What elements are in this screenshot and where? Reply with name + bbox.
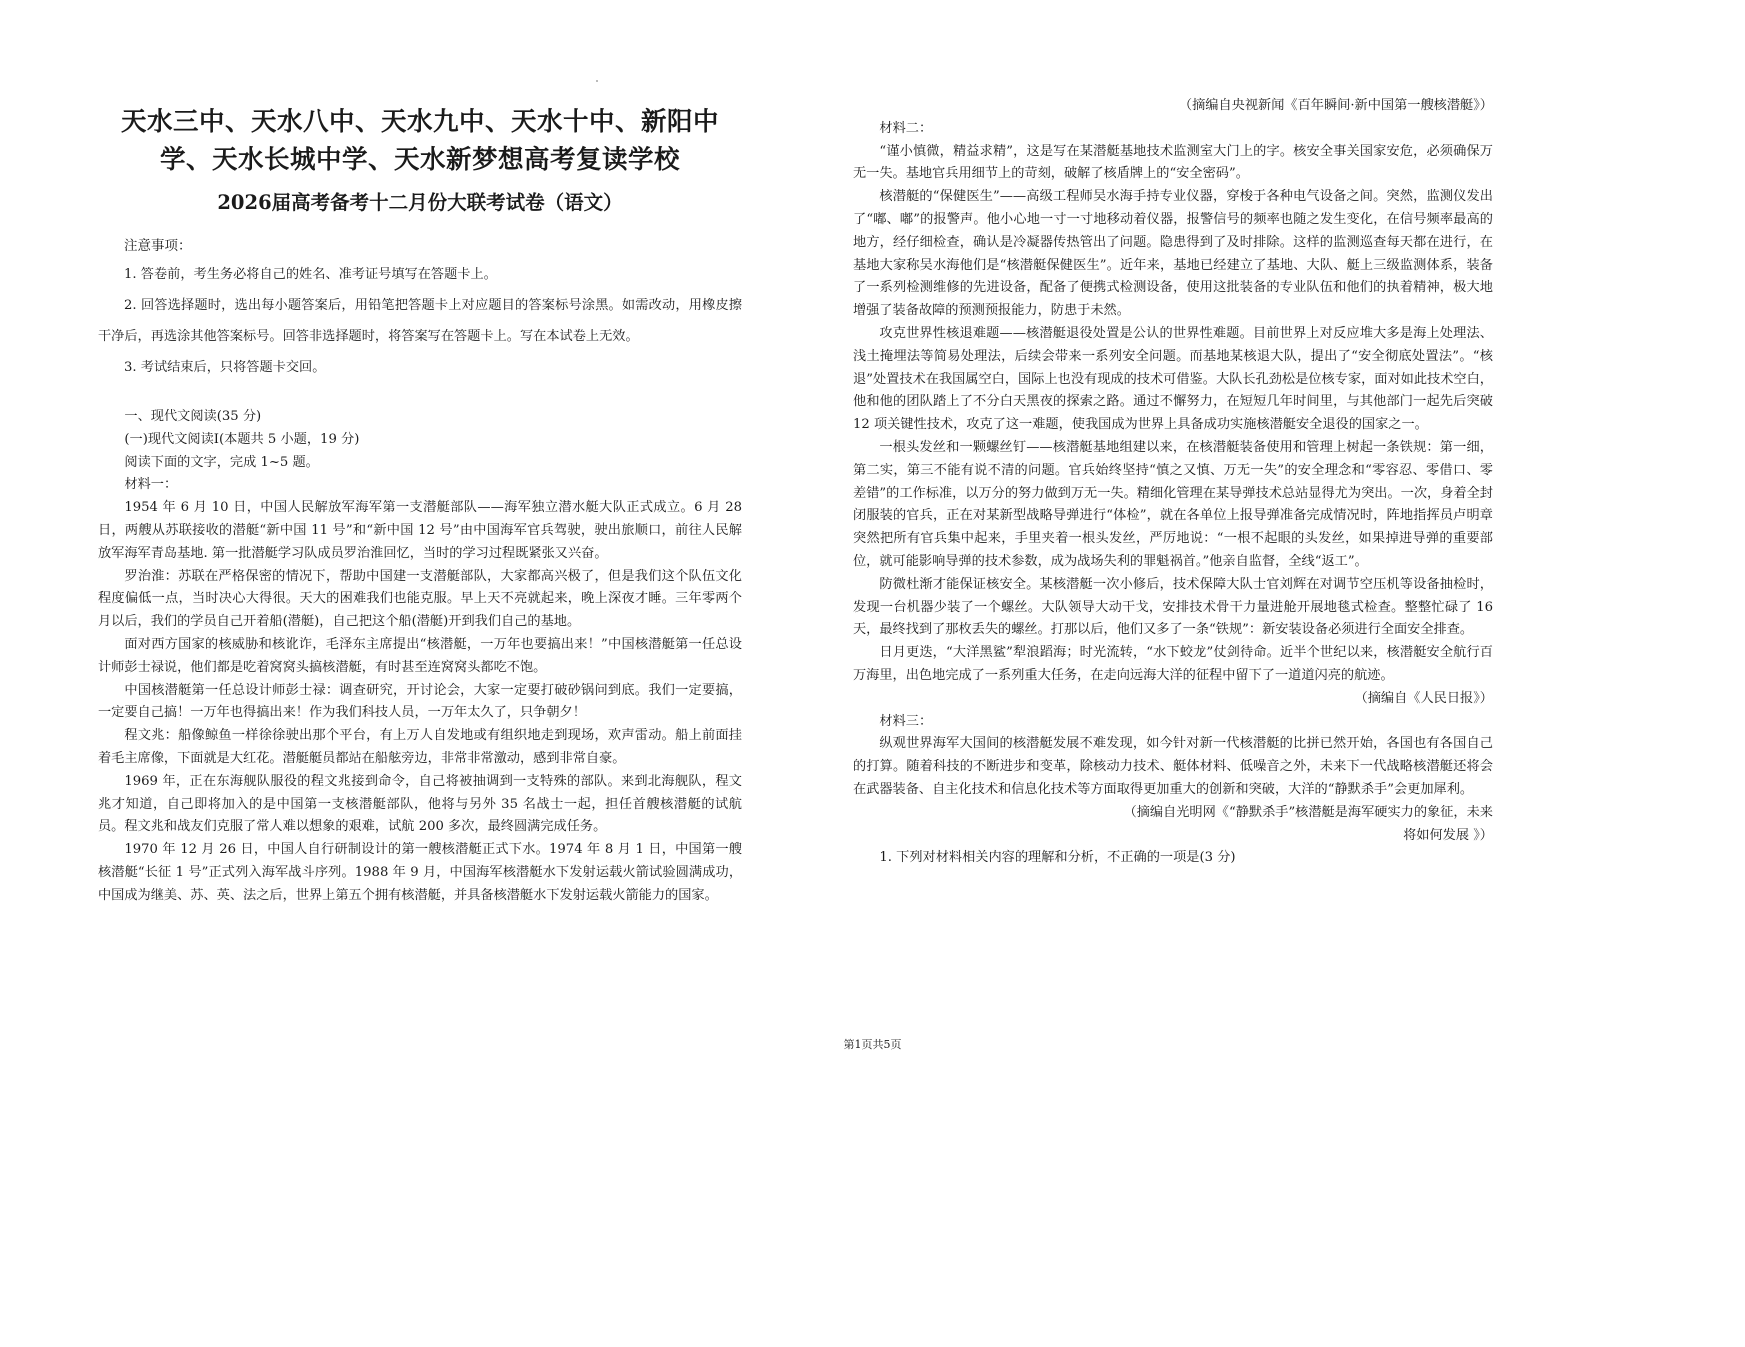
schools-title: 天水三中、天水八中、天水九中、天水十中、新阳中学、天水长城中学、天水新梦想高考复读学校 — [120, 107, 719, 175]
section-heading: 一、现代文阅读(35 分) — [124, 409, 262, 424]
material2-paragraph: 核潜艇的“保健医生”——高级工程师吴水海手持专业仪器，穿梭于各种电气设备之间。突然，监测仪发出了“嘟、嘟”的报警声。他小心地一寸一寸地移动着仪器，报警信号的频率也随之发生变化，在信号频率最高的地方，经仔细检查，确认是冷凝器传热管出了问题。隐患得到了及时排除。这样的监测巡查每天都在进行，在基地大家称吴水海他们是“核潜艇保健医生”。近年来，基地已经建立了基地、大队、艇上三级监测体系，装备了一系列检测维修的先进设备，配备了便携式检测设备，使用这批装备的专业队伍和他们的执着精神，极大地增强了装备故障的预测预报能力，防患于未然。 — [853, 189, 1493, 319]
material3-source-line: （摘编自光明网《“静默杀手”核潜艇是海军硬实力的象征，未来 — [1123, 804, 1493, 820]
material1-paragraph: 1969 年，正在东海舰队服役的程文兆接到命令，自己将被抽调到一支特殊的部队。来到北海舰队，程文兆才知道，自己即将加入的是中国第一支核潜艇部队，他将与另外 35 名战士一起，担任首艘核潜艇的试航员。程文兆和战友们克服了常人难以想象的艰难，试航 200 多次，最终圆满完成任务。 — [98, 773, 742, 835]
material3-paragraph: 纵观世界海军大国间的核潜艇发展不难发现，如今针对新一代核潜艇的比拼已然开始，各国也有各国自己的打算。随着科技的不断进步和变革，除核动力技术、艇体材料、低噪音之外，未来下一代战略核潜艇还将会在武器装备、自主化技术和信息化技术等方面取得更加重大的创新和突破，大洋的“静默杀手”会更加犀利。 — [853, 736, 1493, 797]
material3-source-line: 将如何发展 》） — [1403, 827, 1493, 843]
page-footer: 第1页共5页 — [843, 1038, 902, 1051]
left-column — [98, 406, 742, 908]
material1-paragraph: 程文兆：船像鲸鱼一样徐徐驶出那个平台，有上万人自发地或有组织地走到现场，欢声雷动。船上前面挂着毛主席像，下面就是大红花。潜艇艇员都站在船舷旁边，非常非常激动，感到非常自豪。 — [98, 728, 742, 766]
material1-paragraph: 1970 年 12 月 26 日，中国人自行研制设计的第一艘核潜艇正式下水。1974 年 8 月 1 日，中国第一艘核潜艇“长征 1 号”正式列入海军战斗序列。1988 年 9 月，中国海军核潜艇水下发射运载火箭试验圆满成功，中国成为继美、苏、英、法之后，世界上第五个拥有核潜艇，并具备核潜艇水下发射运载火箭能力的国家。 — [98, 842, 742, 903]
note-item: 3. 考试结束后，只将答题卡交回。 — [124, 360, 326, 375]
note-item: 2. 回答选择题时，选出每小题答案后，用铅笔把答题卡上对应题目的答案标号涂黑。如需改动，用橡皮擦干净后，再选涂其他答案标号。回答非选择题时，将答案写在答题卡上。写在本试卷上无效。 — [98, 298, 742, 344]
material1-label: 材料一： — [124, 477, 178, 493]
section-instruction: 阅读下面的文字，完成 1~5 题。 — [124, 454, 319, 470]
material1-paragraph: 中国核潜艇第一任总设计师彭士禄：调查研究，开讨论会，大家一定要打破砂锅问到底。我们一定要搞，一定要自己搞！一万年也得搞出来！作为我们科技人员，一万年太久了，只争朝夕！ — [98, 682, 742, 721]
question-1: 1. 下列对材料相关内容的理解和分析，不正确的一项是(3 分) — [879, 850, 1236, 866]
material2-paragraph: 防微杜渐才能保证核安全。某核潜艇一次小修后，技术保障大队士官刘辉在对调节空压机等设备抽检时，发现一台机器少装了一个螺丝。大队领导大动干戈，安排技术骨干力量进舱开展地毯式检查。整整忙碌了 16 天，最终找到了那枚丢失的螺丝。打那以后，他们又多了一条“铁规”：新安装设备必须进行全面安全排查。 — [853, 576, 1493, 638]
section-sub-heading: (一)现代文阅读Ⅰ(本题共 5 小题，19 分) — [124, 431, 360, 447]
material1-paragraph: 1954 年 6 月 10 日，中国人民解放军海军第一支潜艇部队——海军独立潜水艇大队正式成立。6 月 28 日，两艘从苏联接收的潜艇“新中国 11 号”和“新中国 12 号”由中国海军官兵驾驶，驶出旅顺口，前往人民解放军海军青岛基地. 第一批潜艇学习队成员罗治淮回忆，当时的学习过程既紧张又兴奋。 — [98, 500, 742, 561]
right-column — [853, 95, 1493, 870]
material1-paragraph: 面对西方国家的核威胁和核讹诈，毛泽东主席提出“核潜艇，一万年也要搞出来！”中国核潜艇第一任总设计师彭士禄说，他们都是吃着窝窝头搞核潜艇，有时甚至连窝窝头都吃不饱。 — [98, 636, 742, 675]
material3-label: 材料三： — [879, 713, 933, 729]
material2-paragraph: 日月更迭，“大洋黑鲨”犁浪蹈海；时光流转，“水下蛟龙”仗剑待命。近半个世纪以来，核潜艇安全航行百万海里，出色地完成了一系列重大任务，在走向远海大洋的征程中留下了一道道闪亮的航迹。 — [853, 645, 1493, 683]
material2-paragraph: 攻克世界性核退难题——核潜艇退役处置是公认的世界性难题。目前世界上对反应堆大多是海上处理法、浅土掩埋法等简易处理法，后续会带来一系列安全问题。而基地某核退大队，提出了“安全彻底处置法”。“核退”处置技术在我国属空白，国际上也没有现成的技术可借鉴。大队长孔劲松是位核专家，面对如此技术空白，他和他的团队踏上了不分白天黑夜的探索之路。通过不懈努力，在短短几年时间里，与其他部门一起先后突破 12 项关键性技术，攻克了这一难题，使我国成为世界上具备成功实施核潜艇安全退役的国家之一。 — [853, 325, 1493, 433]
scan-speck — [596, 80, 598, 82]
material1-paragraph: 罗治淮：苏联在严格保密的情况下，帮助中国建一支潜艇部队，大家都高兴极了，但是我们这个队伍文化程度偏低一点，当时决心大得很。天大的困难我们也能克服。早上天不亮就起来，晚上深夜才睡。三年零两个月以后，我们的学员自己开着船(潜艇)，自己把这个船(潜艇)开到我们自己的基地。 — [98, 568, 742, 630]
exam-title: 2026届高考备考十二月份大联考试卷（语文） — [217, 191, 623, 214]
material2-source: （摘编自《人民日报》） — [1354, 690, 1493, 706]
material2-paragraph: “谨小慎微，精益求精”，这是写在某潜艇基地技术监测室大门上的字。核安全事关国家安危，必须确保万无一失。基地官兵用细节上的苛刻，破解了核盾牌上的“安全密码”。 — [853, 143, 1493, 182]
material1-source: （摘编自央视新闻《百年瞬间·新中国第一艘核潜艇》） — [1178, 98, 1493, 113]
material2-label: 材料二： — [879, 120, 933, 136]
note-item: 1. 答卷前，考生务必将自己的姓名、准考证号填写在答题卡上。 — [124, 267, 497, 282]
material2-paragraph: 一根头发丝和一颗螺丝钉——核潜艇基地组建以来，在核潜艇装备使用和管理上树起一条铁规：第一细，第二实，第三不能有说不清的问题。官兵始终坚持“慎之又慎、万无一失”的安全理念和“零容忍、零借口、零差错”的工作标准，以万分的努力做到万无一失。精细化管理在某导弹技术总站显得尤为突出。一次，身着全封闭服装的官兵，正在对某新型战略导弹进行“体检”，就在各单位上报导弹准备完成情况时，阵地指挥员卢明章突然把所有官兵集中起来，手里夹着一根头发丝，严厉地说：“一根不起眼的头发丝，如果掉进导弹的重要部位，就可能影响导弹的技术参数，成为战场失利的罪魁祸首。”他亲自监督，全线“返工”。 — [853, 439, 1493, 569]
notes-heading: 注意事项： — [124, 238, 192, 254]
